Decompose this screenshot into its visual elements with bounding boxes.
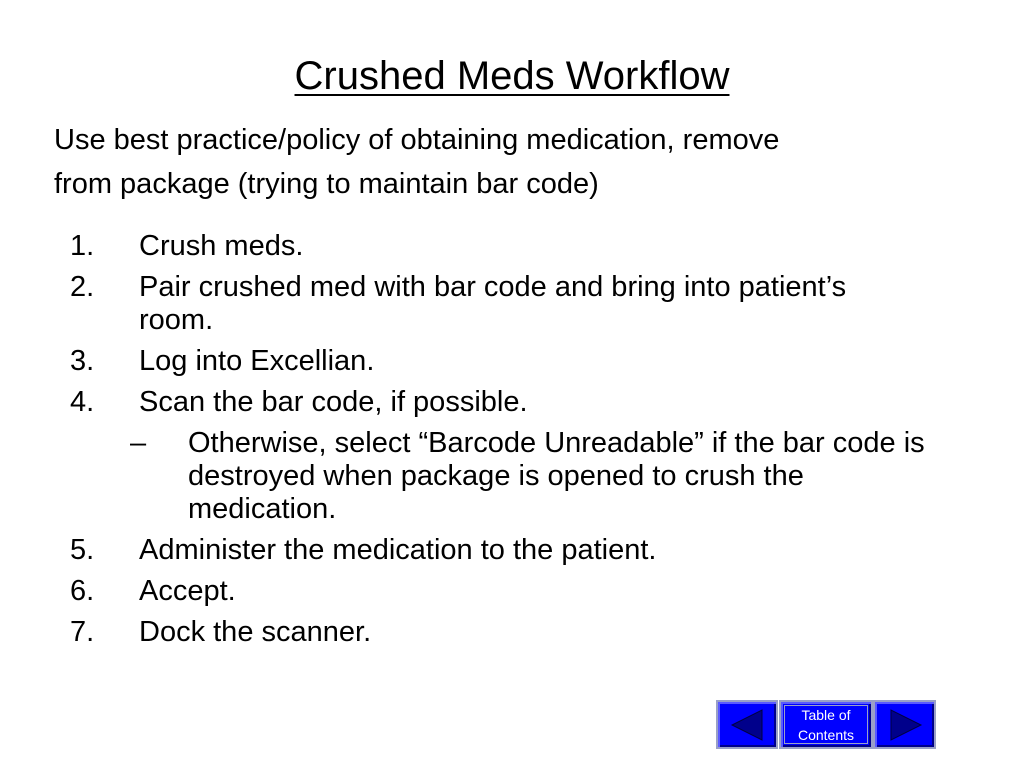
- step-text: Dock the scanner.: [139, 616, 372, 648]
- triangle-right-icon: [889, 708, 923, 742]
- list-item: [70, 616, 970, 649]
- step-text: Scan the bar code, if possible.: [139, 386, 528, 418]
- step-number: 3.: [70, 345, 95, 377]
- list-item: [70, 575, 970, 608]
- step-text: Administer the medication to the patient.: [139, 534, 657, 566]
- sub-step-text: Otherwise, select “Barcode Unreadable” if the bar code is destroyed when package is opened to crush the medication.: [188, 427, 925, 525]
- step-number: 6.: [70, 575, 95, 607]
- step-number: 1.: [70, 230, 95, 262]
- table-of-contents-button[interactable]: [779, 700, 873, 749]
- step-number: 4.: [70, 386, 95, 418]
- list-item: [70, 230, 970, 263]
- step-text: Log into Excellian.: [139, 345, 375, 377]
- step-number: 7.: [70, 616, 95, 648]
- step-text: Accept.: [139, 575, 236, 607]
- sub-list-item: [130, 427, 970, 526]
- sub-bullet: –: [130, 427, 147, 459]
- step-number: 5.: [70, 534, 95, 566]
- list-item: [70, 534, 970, 567]
- step-text: Crush meds.: [139, 230, 304, 262]
- toc-label-line-2: Contents: [797, 726, 855, 743]
- list-item: [70, 386, 970, 419]
- slide-title: Crushed Meds Workflow: [294, 54, 730, 98]
- list-item: [70, 345, 970, 378]
- intro-line-1: Use best practice/policy of obtaining medication, remove: [54, 124, 780, 156]
- next-slide-button[interactable]: [873, 700, 936, 749]
- previous-slide-button[interactable]: [716, 700, 778, 749]
- list-item: [70, 271, 970, 337]
- toc-label-line-1: Table of: [801, 706, 851, 723]
- step-number: 2.: [70, 271, 95, 303]
- triangle-left-icon: [730, 708, 764, 742]
- intro-text: [54, 118, 954, 206]
- intro-line-2: from package (trying to maintain bar code): [54, 168, 599, 200]
- step-text: Pair crushed med with bar code and bring into patient’s room.: [139, 271, 847, 336]
- steps-list: [70, 230, 970, 657]
- toc-label: [784, 705, 868, 744]
